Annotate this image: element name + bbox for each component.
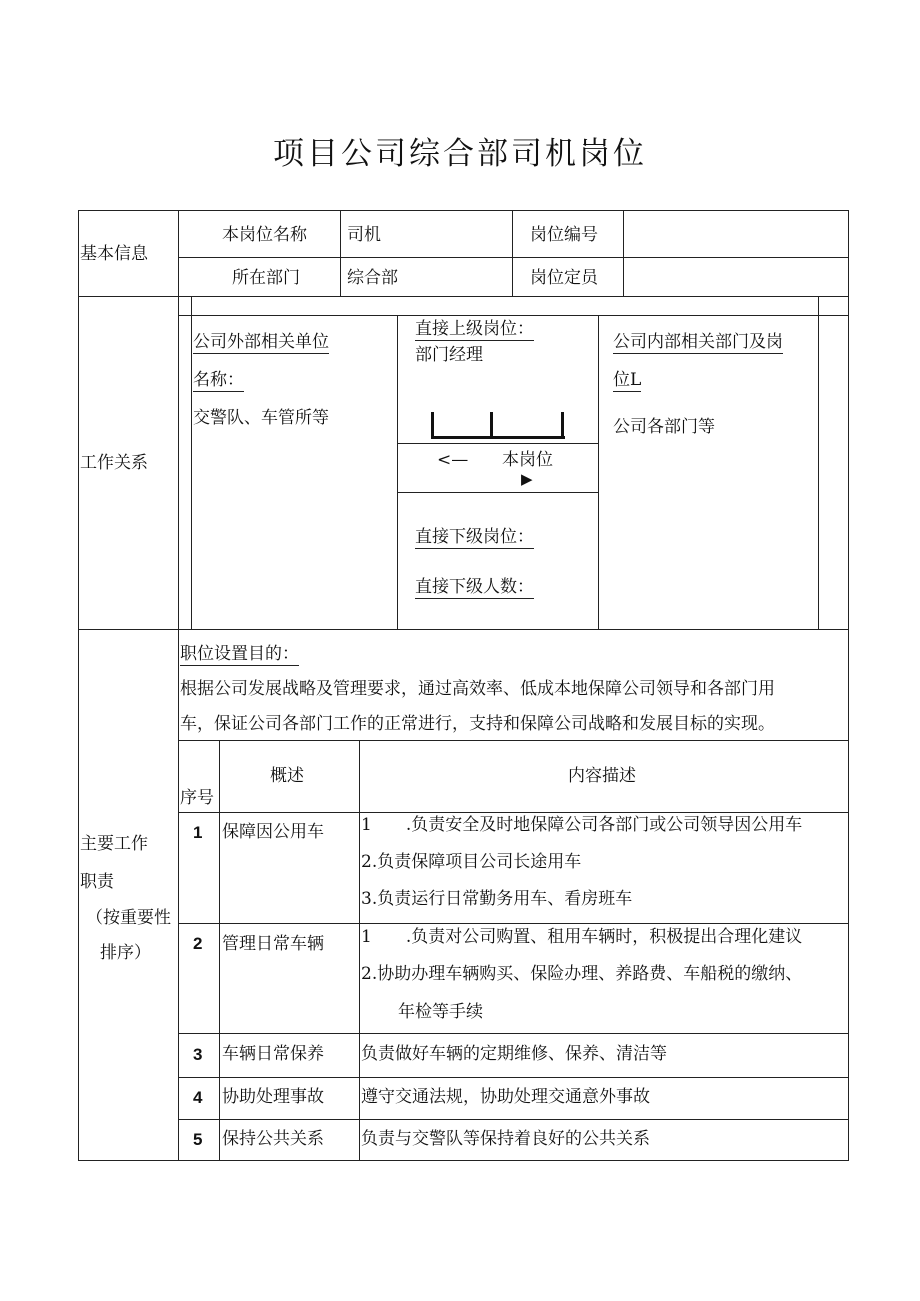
superior-position-value: 部门经理: [415, 345, 483, 365]
row-line: 2.协助办理车辆购买、保险办理、养路费、车船税的缴纳、: [361, 964, 803, 984]
col-summary-header: 概述: [270, 766, 304, 786]
purpose-line-1: 根据公司发展战略及管理要求，通过高效率、低成本地保障公司领导和各部门用: [180, 679, 775, 699]
row-line: 年检等手续: [398, 1002, 483, 1022]
subordinate-count-label: 直接下级人数：: [415, 577, 534, 599]
duties-label-4: 排序）: [100, 943, 151, 963]
row-line: 遵守交通法规，协助处理交通意外事故: [361, 1087, 650, 1107]
arrow-left-icon: <—: [437, 450, 469, 470]
duties-label-2: 职责: [80, 872, 114, 892]
row-summary: 车辆日常保养: [222, 1044, 324, 1064]
row-index: 5: [193, 1130, 203, 1149]
current-position-label: 本岗位: [502, 450, 553, 470]
row-line: 负责做好车辆的定期维修、保养、清洁等: [361, 1044, 667, 1064]
row-summary: 管理日常车辆: [222, 934, 324, 954]
page-title: 项目公司综合部司机岗位: [273, 136, 647, 172]
purpose-label: 职位设置目的：: [180, 644, 299, 666]
department-value: 综合部: [347, 268, 398, 288]
work-relations-label: 工作关系: [80, 453, 148, 473]
row-line: 1 .负责安全及时地保障公司各部门或公司领导因公用车: [361, 815, 803, 835]
row-summary: 保持公共关系: [222, 1129, 324, 1149]
duties-label-1: 主要工作: [80, 834, 148, 854]
position-code-label: 岗位编号: [530, 225, 598, 245]
purpose-line-2: 车，保证公司各部门工作的正常进行，支持和保障公司战略和发展目标的实现。: [180, 714, 775, 734]
row-line: 1 .负责对公司购置、租用车辆时，积极提出合理化建议: [361, 927, 803, 947]
row-line: 负责与交警队等保持着良好的公共关系: [361, 1129, 650, 1149]
basic-info-label: 基本信息: [80, 244, 148, 264]
superior-position-label: 直接上级岗位：: [415, 319, 534, 341]
headcount-label: 岗位定员: [530, 268, 598, 288]
subordinate-position-label: 直接下级岗位：: [415, 527, 534, 549]
external-units-value: 交警队、车管所等: [193, 408, 329, 428]
department-label: 所在部门: [232, 268, 300, 288]
arrow-right-icon: ▶: [521, 470, 533, 488]
row-summary: 保障因公用车: [222, 822, 324, 842]
position-name-value: 司机: [347, 225, 381, 245]
internal-units-title-1: 公司内部相关部门及岗: [613, 332, 783, 354]
col-content-header: 内容描述: [568, 766, 636, 786]
external-units-title-1: 公司外部相关单位: [193, 332, 329, 354]
row-line: 2.负责保障项目公司长途用车: [361, 852, 582, 872]
internal-units-value: 公司各部门等: [613, 417, 715, 437]
row-index: 4: [193, 1088, 203, 1107]
external-units-title-2: 名称：: [193, 370, 244, 392]
row-index: 2: [193, 934, 203, 953]
row-index: 1: [193, 823, 203, 842]
internal-units-title-2: 位L: [613, 370, 641, 392]
position-name-label: 本岗位名称: [222, 225, 307, 245]
duties-label-3: （按重要性: [86, 908, 171, 928]
row-index: 3: [193, 1045, 203, 1064]
col-index-header: 序号: [180, 788, 214, 808]
row-line: 3.负责运行日常勤务用车、看房班车: [361, 889, 633, 909]
row-summary: 协助处理事故: [222, 1087, 324, 1107]
